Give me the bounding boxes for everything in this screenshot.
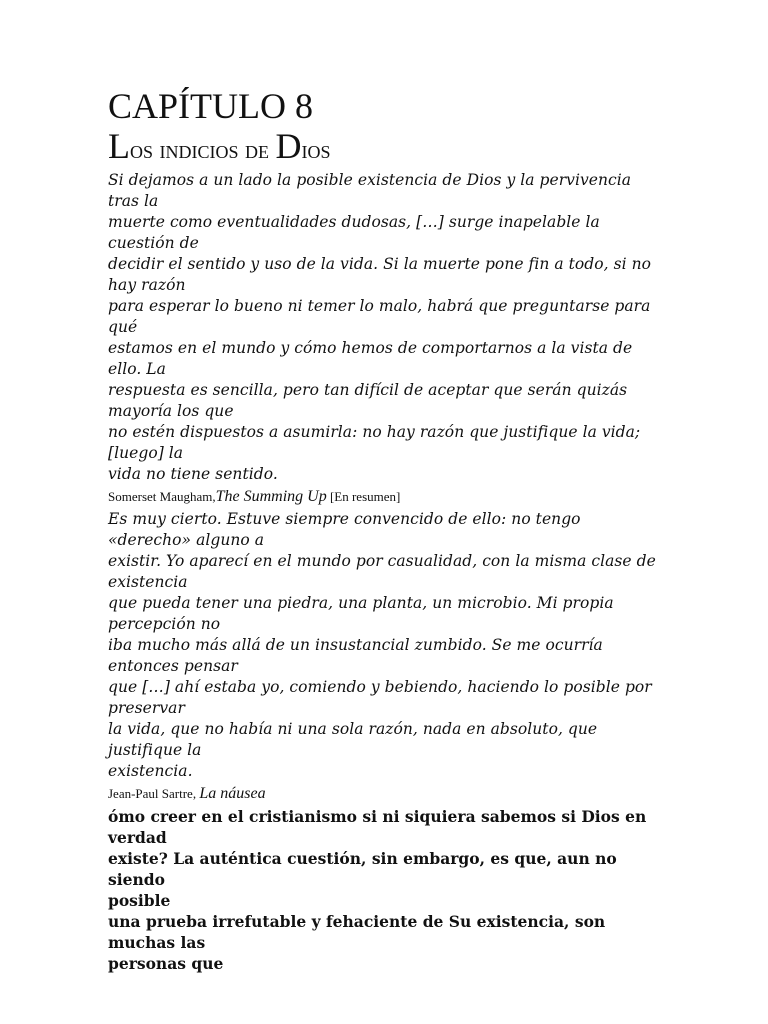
quote-line: tras la: [108, 192, 159, 210]
quote-line: decidir el sentido y uso de la vida. Si la muerte pone fin a todo, si no: [108, 255, 651, 273]
attribution-maugham: [108, 486, 668, 507]
body-line: personas que: [108, 954, 224, 973]
chapter-title-part2: ios: [301, 135, 331, 164]
quote-line: existir. Yo aparecí en el mundo por casualidad, con la misma clase de: [108, 552, 656, 570]
page-content: [108, 86, 668, 974]
quote-line: «derecho» alguno a: [108, 531, 265, 549]
quote-line: iba mucho más allá de un insustancial zumbido. Se me ocurría: [108, 636, 603, 654]
chapter-title: [108, 126, 668, 170]
chapter-title-initial: L: [108, 126, 130, 166]
body-line: posible: [108, 891, 171, 910]
quote-line: existencia: [108, 573, 188, 591]
quote-line: preservar: [108, 699, 185, 717]
attribution-author: Jean-Paul Sartre,: [108, 786, 197, 801]
epigraph-maugham: [108, 170, 668, 485]
epigraph-sartre: [108, 509, 668, 782]
attribution-book: La náusea: [199, 785, 266, 802]
chapter-title-second-initial: D: [275, 126, 302, 166]
quote-line: entonces pensar: [108, 657, 238, 675]
quote-line: existencia.: [108, 762, 193, 780]
quote-line: qué: [108, 318, 138, 336]
chapter-title-part1: os indicios de: [130, 135, 276, 164]
quote-line: que […] ahí estaba yo, comiendo y bebiendo, haciendo lo posible por: [108, 678, 652, 696]
quote-line: ello. La: [108, 360, 166, 378]
quote-line: mayoría los que: [108, 402, 234, 420]
quote-line: respuesta es sencilla, pero tan difícil de aceptar que serán quizás: [108, 381, 628, 399]
body-line: una prueba irrefutable y fehaciente de Su existencia, son muchas las: [108, 912, 606, 952]
quote-line: para esperar lo bueno ni temer lo malo, habrá que preguntarse para: [108, 297, 651, 315]
quote-line: hay razón: [108, 276, 186, 294]
quote-line: muerte como eventualidades dudosas, […] surge inapelable la: [108, 213, 600, 231]
body-line: existe? La auténtica cuestión, sin embargo, es que, aun no siendo: [108, 849, 617, 889]
attribution-book: The Summing Up: [215, 488, 327, 505]
quote-line: [luego] la: [108, 444, 184, 462]
chapter-number: CAPÍTULO 8: [108, 86, 313, 126]
attribution-translation: [En resumen]: [329, 489, 401, 504]
quote-line: no estén dispuestos a asumirla: no hay razón que justifique la vida;: [108, 423, 641, 441]
quote-line: vida no tiene sentido.: [108, 465, 278, 483]
quote-line: estamos en el mundo y cómo hemos de comportarnos a la vista de: [108, 339, 633, 357]
quote-line: Si dejamos a un lado la posible existencia de Dios y la pervivencia: [108, 171, 632, 189]
body-paragraph: [108, 806, 668, 974]
quote-line: Es muy cierto. Estuve siempre convencido de ello: no tengo: [108, 510, 581, 528]
quote-line: cuestión de: [108, 234, 199, 252]
quote-line: la vida, que no había ni una sola razón, nada en absoluto, que: [108, 720, 598, 738]
attribution-author: Somerset Maugham,: [108, 489, 216, 504]
quote-line: que pueda tener una piedra, una planta, un microbio. Mi propia: [108, 594, 614, 612]
body-line: ómo creer en el cristianismo si ni siquiera sabemos si Dios en verdad: [108, 807, 647, 847]
quote-line: percepción no: [108, 615, 221, 633]
attribution-sartre: [108, 783, 668, 804]
quote-line: justifique la: [108, 741, 202, 759]
